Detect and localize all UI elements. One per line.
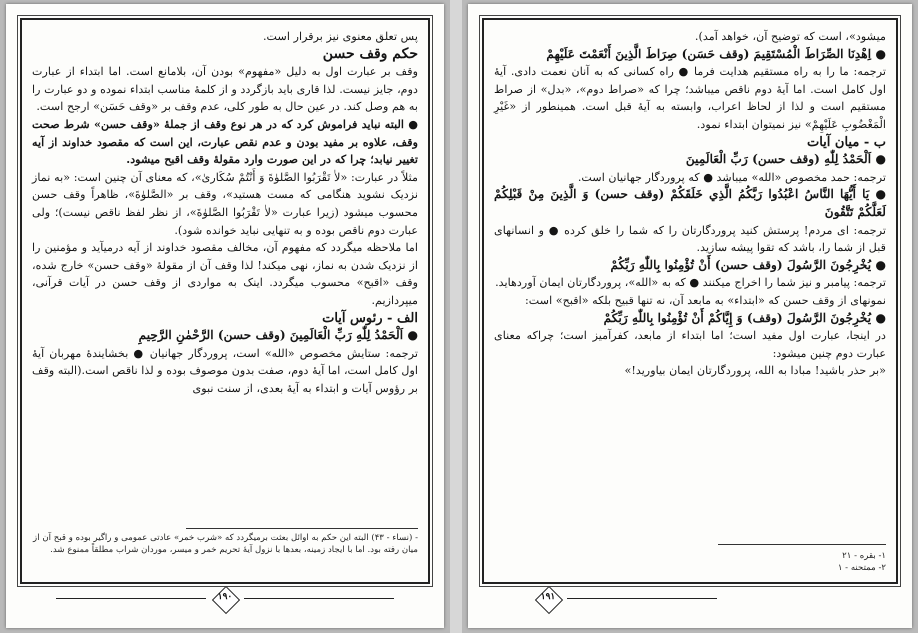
quote-paragraph: «بر حذر باشید! مبادا به الله، پروردگارتان ایمان بیاورید!» — [624, 364, 886, 378]
quran-verse: ● يُخْرِجُونَ الرَّسُولَ (وقف حسن) أَنْ تُؤْمِنُوا بِاللّٰهِ رَبِّكُمْ — [610, 257, 886, 272]
page-number-ornament — [529, 586, 567, 612]
quran-verse: ● اَلْحَمْدُ لِلّٰهِ رَبِّ الْعَالَمِينَ (وقف حسن) الرَّحْمٰنِ الرَّحِيمِ — [138, 328, 418, 343]
quran-verse: ● اَلْحَمْدُ لِلّٰهِ (وقف حسن) رَبِّ الْعَالَمِينَ — [685, 152, 886, 167]
left-page — [6, 4, 444, 628]
footnote: ۱- بقره - ۲۱ — [842, 551, 886, 561]
right-page-body — [494, 28, 886, 380]
footnote-rule — [718, 544, 886, 545]
book-spine — [450, 0, 462, 633]
paragraph: ترجمه: حمد مخصوص «الله» میباشد ● که پروردگار جهانیان است. — [577, 170, 886, 184]
sub-heading: الف - رئوس آیات — [322, 310, 418, 326]
paragraph: مثلاً در عبارت: «لاٰ تَقْرَبُوا الصَّلوٰةَ وَ أَنْتُمْ سُكَارىٰ»، که معنای آن چنین است: «به نماز نزدیک نشوید هنگامی که مست هستید»، وقف بر «الصَّلوٰةَ»، ظاهراً وقف حسن محسوب میشود (زیرا عبارت «لاٰ تَقْرَبُوا الصَّلوٰةَ»، از نظر لفظ ناقص نیست)؛ ولی عبارت دوم ناقص بوده و به تنهایی نباید خوانده شود). — [32, 170, 418, 237]
paragraph: وقف بر عبارت اول به دلیل «مفهوم» بودن آن، بلامانع است. اما ابتداء از عبارت دوم، جایز نیست. لذا قاری باید بازگردد و از کلمهٔ مناسب ابتداء نموده و دو عبارت را به هم وصل کند. در عین حال به طور کلی، عدم وقف بر «وقف حَسَن» ارجح است. — [32, 65, 418, 114]
paragraph: در اینجا، عبارت اول مفید است؛ اما ابتداء از مابعد، کفرآمیز است؛ چراکه معنای عبارت دوم چنین میشود: — [494, 329, 886, 360]
ornament-line — [244, 598, 394, 599]
page-number: ۱۹۱ — [540, 592, 556, 602]
paragraph: ترجمه: پیامبر و نیز شما را اخراج میکنند ● که به «الله»، پروردگارتان ایمان آوردهاید. — [495, 276, 886, 290]
paragraph: اما ملاحظه میگردد که مفهوم آن، مخالف مقصود خداوند از آیه درمیآید و مؤمنین را از نزدیک شدن به نماز، نهی میکند! لذا وقف آن از مقولهٔ «وقف حسن» خارج شده، وقف «اقبح» محسوب میگردد. اینک به مواردی از وقف حسن در آیات قرآنی، میپردازیم. — [32, 241, 418, 307]
right-page — [468, 4, 912, 628]
left-page-body — [32, 28, 418, 397]
footnote-rule — [186, 528, 418, 529]
paragraph: ترجمه: ستایش مخصوص «الله» است، پروردگار جهانیان ● بخشایندهٔ مهربان آیهٔ اول کامل است، اما آیهٔ دوم، صفت بدون موصوف بوده و لذا ناقص است.(البته وقف بر رؤوس آیات و ابتداء به آیهٔ بعدی، از سنت نبوی — [32, 346, 418, 395]
sub-heading: ب - میان آیات — [806, 134, 886, 150]
ornament-line — [56, 598, 206, 599]
page-number-ornament — [206, 586, 244, 612]
quran-verse: ● يُخْرِجُونَ الرَّسُولَ (وقف) وَ إِيَّاكُمْ أَنْ تُؤْمِنُوا بِاللّٰهِ رَبِّكُمْ — [603, 310, 886, 325]
paragraph: نمونهای از وقف حسن که «ابتداء» به مابعد آن، نه تنها قبیح بلکه «اقبح» است: — [525, 293, 886, 307]
top-line: میشود»، است که توضیح آن، خواهد آمد). — [694, 30, 886, 43]
paragraph: ترجمه: ما را به راه مستقیم هدایت فرما ● راه کسانی که به آنان نعمت دادی. آیهٔ اول کامل است. اما آیهٔ دوم ناقص میباشد؛ چرا که «صراط دوم»، «بدل» از صراط مستقیم است و لذا از لحاظ اعراب، وابسته به آیهٔ قبل است. همینطور از «غَيْرِ الْمَغْضُوبِ عَلَيْهِمْ» نیز نمیتوان ابتداء نمود. — [494, 65, 886, 131]
ornament-line — [567, 598, 717, 599]
paragraph: ترجمه: ای مردم! پرستش کنید پروردگارتان را که شما را خلق کرده ● و انسانهای قبل از شما را، باشد که تقوا پیشه سازید. — [494, 223, 886, 255]
quran-verse: ● يَا أَيُّهَا النَّاسُ اعْبُدُوا رَبَّكُمُ الَّذِي خَلَقَكُمْ (وقف حسن) وَ الَّذِينَ مِنْ قَبْلِكُمْ لَعَلَّكُمْ تَتَّقُونَ — [494, 187, 886, 219]
page-number: ۱۹۰ — [217, 592, 233, 602]
section-heading: حکم وقف حسن — [322, 45, 418, 62]
footnote: ۲- ممتحنه - ۱ — [837, 563, 886, 573]
quran-verse: ● اِهْدِنَا الصِّرَاطَ الْمُسْتَقِيمَ (وقف حَسَن) صِرَاطَ الَّذِينَ أَنْعَمْتَ عَلَيْهِمْ — [546, 46, 886, 61]
note-paragraph: ● البته نباید فراموش کرد که در هر نوع وقف از جملهٔ «وقف حسن» شرط صحت وقف، علاوه بر مفید بودن و عدم نقص عبارت، این است که مقصود خداوند از آیه تغییر نیابد؛ چرا که در این صورت وارد مقولهٔ وقف اقبح میشود. — [32, 116, 418, 167]
footnote: - (نساء - ۴۳) البته این حکم به اوائل بعثت برمیگردد که «شرب خمر» عادتی عمومی و راگیر بوده و قبح آن از میان رفته بود. اما با ایجاد زمینه، بعدها با نزول آیهٔ تحریم خمر و میسر، موردان شراب مطلقاً ممنوع شد. — [33, 533, 418, 555]
top-line: پس تعلق معنوی نیز برقرار است. — [262, 30, 418, 43]
